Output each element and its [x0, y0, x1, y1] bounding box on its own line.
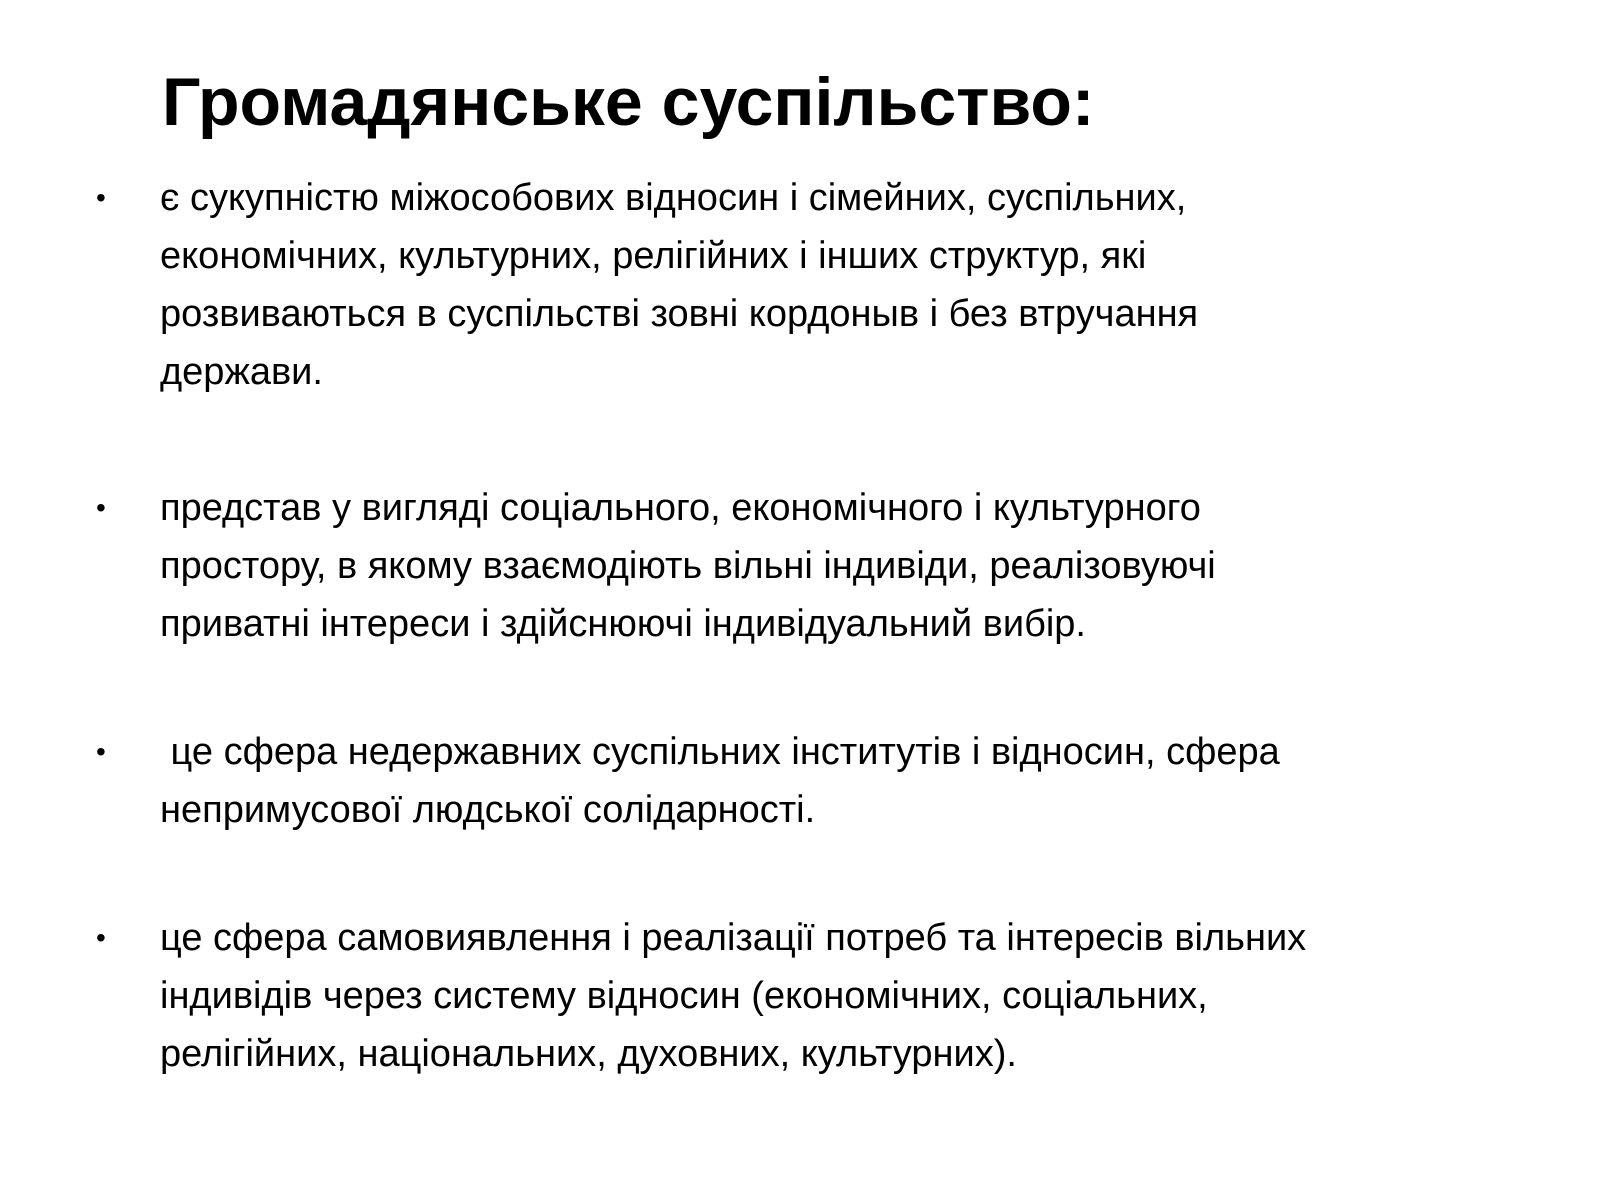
bullet-2-line-3: приватні інтереси і здійснюючі індивідуальний вибір. — [160, 603, 1086, 645]
slide-title: Громадянське суспільство: — [162, 64, 1095, 140]
bullet-4-line-1: це сфера самовиявлення і реалізації потреб та інтересів вільних — [160, 917, 1307, 959]
bullet-1-line-3: розвиваються в суспільстві зовні кордоныв і без втручання — [160, 293, 1199, 335]
bullet-1-line-4: держави. — [160, 351, 323, 393]
bullet-2-line-1: представ у вигляді соціального, економічного і культурного — [160, 487, 1201, 529]
bullet-3-line-2: непримусової людської солідарності. — [160, 789, 816, 831]
bullet-dot: • — [96, 922, 106, 953]
bullet-1-line-2: економічних, культурних, релігійних і інших структур, які — [160, 235, 1147, 277]
bullet-dot: • — [96, 492, 106, 523]
bullet-dot: • — [96, 182, 106, 213]
bullet-3-line-1: це сфера недержавних суспільних інститутів і відносин, сфера — [160, 731, 1280, 773]
bullet-4-line-2: індивідів через систему відносин (економічних, соціальних, — [160, 975, 1208, 1017]
bullet-1-line-1: є сукупністю міжособових відносин і сімейних, суспільних, — [160, 177, 1187, 219]
bullet-4-line-3: релігійних, національних, духовних, культурних). — [160, 1033, 1017, 1075]
bullet-dot: • — [96, 736, 106, 767]
bullet-2-line-2: простору, в якому взаємодіють вільні індивіди, реалізовуючі — [160, 545, 1216, 587]
